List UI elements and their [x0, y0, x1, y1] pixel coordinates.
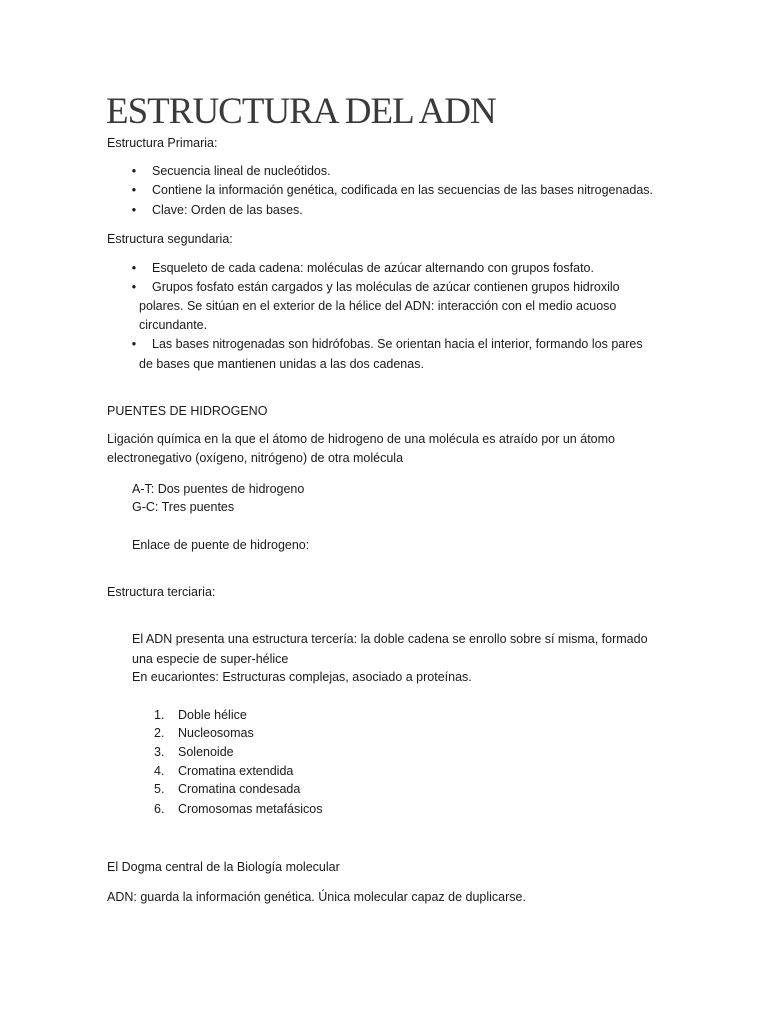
section-heading-dogma: El Dogma central de la Biología molecular: [107, 860, 340, 874]
section-heading-segundaria: Estructura segundaria:: [107, 232, 233, 246]
bullet-continuation: polares. Se sitúan en el exterior de la hélice del ADN: interacción con el medio acuoso: [139, 299, 617, 313]
pair-gc: G-C: Tres puentes: [132, 500, 235, 514]
paragraph-line: electronegativo (oxígeno, nitrógeno) de otra molécula: [107, 451, 404, 465]
bullet-icon: •: [131, 183, 137, 197]
section-heading-puentes: PUENTES DE HIDROGENO: [107, 404, 268, 418]
bullet-icon: •: [131, 164, 137, 178]
paragraph-line: ADN: guarda la información genética. Única molecular capaz de duplicarse.: [107, 890, 526, 904]
paragraph-line: En eucariontes: Estructuras complejas, asociado a proteínas.: [132, 670, 472, 684]
bullet-icon: •: [131, 337, 137, 351]
pair-at: A-T: Dos puentes de hidrogeno: [132, 482, 305, 496]
bullet-icon: •: [131, 280, 137, 294]
paragraph-line: Ligación química en la que el átomo de hidrogeno de una molécula es atraído por un átomo: [107, 432, 615, 446]
section-heading-primaria: Estructura Primaria:: [107, 136, 218, 150]
enlace-label: Enlace de puente de hidrogeno:: [132, 538, 310, 552]
document-page: ESTRUCTURA DEL ADN Estructura Primaria: • Secuencia lineal de nucleótidos. • Contiene la información genética, codificada en las secuencias de las bases nitrogenadas. • Clave: Orden de las bases. Estructura segundaria: • Esqueleto de cada cadena: moléculas de azúcar alternando con grupos fosfato. • Grupos fosfato están cargados y las moléculas de azúcar contienen grupos hidroxilo polares. Se sitúan en el exterior de la hélice del ADN: interacción con el medio acuoso circundante. • Las bases nitrogenadas son hidrófobas. Se orientan hacia el interior, formando los pares de bases que mantienen unidas a las dos cadenas. PUENTES DE HIDROGENO Ligación química en la que el átomo de hidrogeno de una molécula es atraído por un átomo electronegativo (oxígeno, nitrógeno) de otra molécula A-T: Dos puentes de hidrogeno G-C: Tres puentes Enlace de puente de hidrogeno: Estructura terciaria: El ADN presenta una estructura tercería: la doble cadena se enrollo sobre sí misma, formado una especie de super-hélice En eucariontes: Estructuras complejas, asociado a proteínas. 1. Doble hélice 2. Nucleosomas 3. Solenoide 4. Cromatina extendida 5. Cromatina condesada 6. Cromosomas metafásicos El Dogma central de la Biología molecular ADN: guarda la información genética. Única molecular capaz de duplicarse.: [0, 0, 768, 1024]
page-title: ESTRUCTURA DEL ADN: [106, 91, 496, 132]
paragraph-line: una especie de super-hélice: [132, 652, 289, 666]
bullet-continuation: circundante.: [139, 318, 208, 332]
paragraph-line: El ADN presenta una estructura tercería: la doble cadena se enrollo sobre sí misma, formado: [132, 632, 648, 646]
bullet-icon: •: [131, 203, 137, 217]
section-heading-terciaria: Estructura terciaria:: [107, 585, 216, 599]
bullet-continuation: de bases que mantienen unidas a las dos cadenas.: [139, 357, 424, 371]
bullet-icon: •: [131, 261, 137, 275]
